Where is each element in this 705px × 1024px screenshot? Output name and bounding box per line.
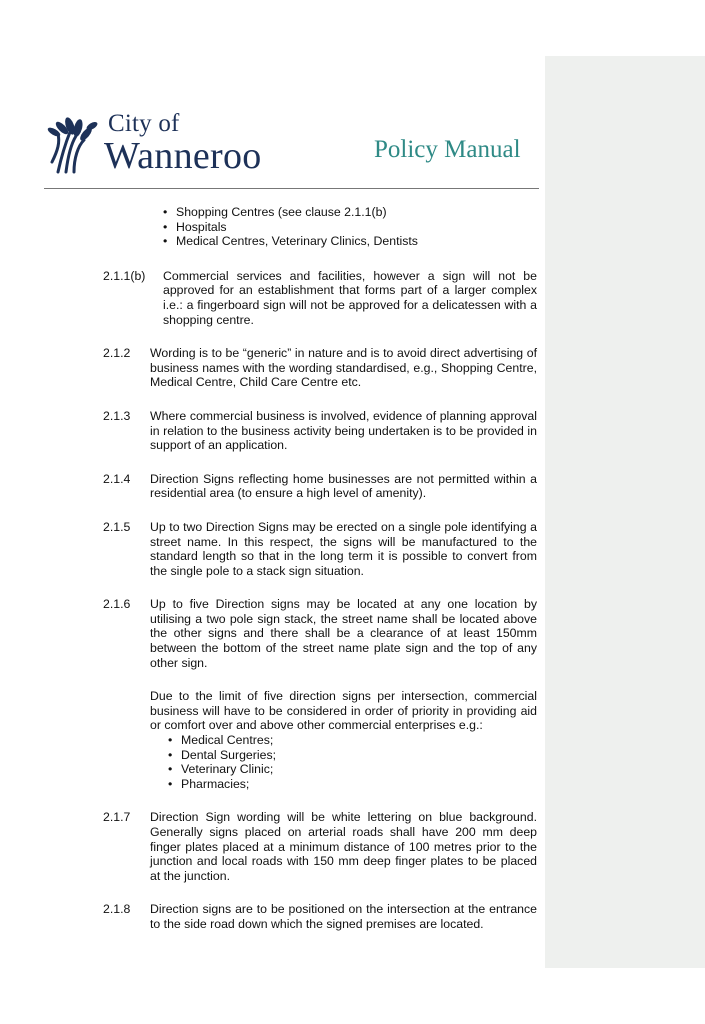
clause-2-1-8 xyxy=(103,902,537,931)
clause-2-1-3 xyxy=(103,409,537,453)
clause-sub-paragraph: Due to the limit of five direction signs per intersection, commercial business will have to be considered in order of priority in providing aid or comfort over and above other commercial enterprises e.g.: xyxy=(150,689,537,733)
clause-text: Up to five Direction signs may be located at any one location by utilising a two pole sign stack, the street name shall be located above the other signs and there shall be a clearance of at least 150mm between the bottom of the street name plate sign and the top of any other sign. xyxy=(150,597,537,670)
clause-number: 2.1.2 xyxy=(103,346,131,361)
list-item: • Veterinary Clinic; xyxy=(181,762,537,777)
clause-text: Commercial services and facilities, however a sign will not be approved for an establishment that forms part of a larger complex i.e.: a fingerboard sign will not be approved for a delicatessen with a shopping centre. xyxy=(163,268,537,327)
header-divider xyxy=(44,188,539,189)
clause-number: 2.1.6 xyxy=(103,597,131,612)
logo-city-of-text: City of xyxy=(108,110,180,137)
clause-2-1-1b xyxy=(103,269,537,327)
list-item: • Pharmacies; xyxy=(181,777,537,792)
right-margin-panel xyxy=(545,56,705,968)
clause-text: Direction Sign wording will be white lettering on blue background. Generally signs placed on arterial roads shall have 200 mm deep finger plates placed at a minimum distance of 100 metres prior to the junction and local roads with 150 mm deep finger plates to be placed at the junction. xyxy=(150,810,537,883)
kangaroo-paw-icon xyxy=(44,110,106,176)
clause-2-1-2 xyxy=(103,346,537,390)
clause-text: Direction signs are to be positioned on the intersection at the entrance to the side road down which the signed premises are located. xyxy=(150,902,537,931)
list-item: • Medical Centres, Veterinary Clinics, Dentists xyxy=(176,234,537,249)
clause-number: 2.1.5 xyxy=(103,519,131,534)
clause-text: Direction Signs reflecting home businesses are not permitted within a residential area (to ensure a high level of amenity). xyxy=(150,471,537,501)
clause-number: 2.1.3 xyxy=(103,408,131,423)
list-item: • Shopping Centres (see clause 2.1.1(b) xyxy=(176,205,537,220)
page-title: Policy Manual xyxy=(374,136,521,163)
logo-wanneroo-text: Wanneroo xyxy=(104,135,262,177)
list-item: • Medical Centres; xyxy=(181,733,537,748)
list-item: • Hospitals xyxy=(176,220,537,235)
clause-text: Up to two Direction Signs may be erected on a single pole identifying a street name. In this respect, the signs will be manufactured to the standard length so that in the long term it is possible to convert from the single pole to a stack sign situation. xyxy=(150,519,537,578)
clause-2-1-5 xyxy=(103,520,537,578)
clause-number: 2.1.7 xyxy=(103,810,131,825)
clause-2-1-6 xyxy=(103,597,537,791)
clause-text: Where commercial business is involved, evidence of planning approval in relation to the business activity being undertaken is to be provided in support of an application. xyxy=(150,408,537,453)
clause-text: Wording is to be “generic” in nature and is to avoid direct advertising of business names with the wording standardised, e.g., Shopping Centre, Medical Centre, Child Care Centre etc. xyxy=(150,346,537,390)
clause-2-1-4 xyxy=(103,472,537,501)
priority-bullet-list xyxy=(181,733,537,791)
city-of-wanneroo-logo xyxy=(44,110,274,180)
list-item: • Dental Surgeries; xyxy=(181,748,537,763)
clause-number: 2.1.4 xyxy=(103,471,131,486)
top-bullet-list xyxy=(176,205,537,249)
clause-number: 2.1.1(b) xyxy=(103,268,146,283)
clause-body xyxy=(150,597,537,791)
clause-number: 2.1.8 xyxy=(103,902,131,917)
clause-2-1-7 xyxy=(103,810,537,883)
document-body xyxy=(103,205,537,951)
